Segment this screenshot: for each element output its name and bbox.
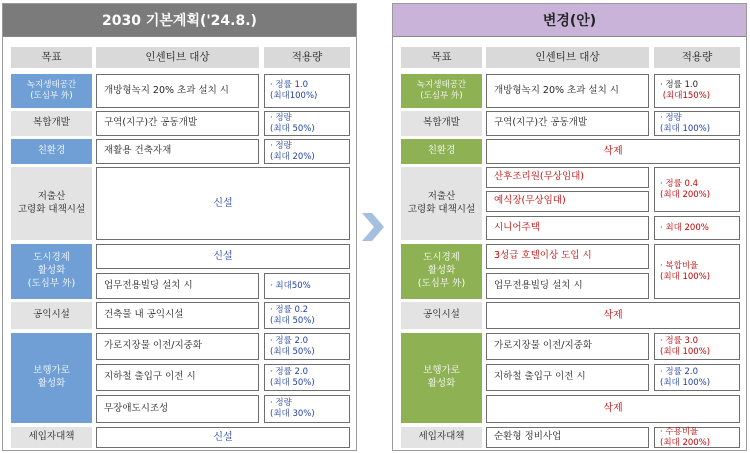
amount-open-green-rate: · 정률 1.0 — [660, 80, 699, 91]
goal-pedestrian-street: 보행가로 활성화 — [401, 333, 482, 423]
header-goal: 목표 — [401, 47, 482, 68]
goal-mixed-development: 복합개발 — [11, 111, 92, 136]
target-subway-entrance: 지하철 출입구 이전 시 — [486, 364, 649, 391]
amount-circular-redevelopment: · 수용비율 (최대 200%) — [654, 427, 740, 448]
amount-open-green-max: (최대150%) — [660, 91, 711, 101]
low-birth-aging-new-label: 신설 — [96, 167, 350, 240]
amount-open-green: · 정률 1.0 (최대100%) — [264, 74, 350, 108]
revised-plan-panel — [392, 3, 747, 451]
current-plan-panel — [2, 3, 357, 451]
amount-public-facilities: · 정률 0.2 (최대 50%) — [264, 302, 350, 329]
revised-plan-title: 변경(안) — [393, 4, 746, 37]
tenant-measures-new-label: 신설 — [96, 427, 350, 448]
target-office-building: 업무전용빌딩 설치 시 — [96, 273, 259, 299]
target-public-facilities: 건축물 내 공익시설 — [96, 302, 259, 329]
amount-recycled-materials: · 정량 (최대 20%) — [264, 139, 350, 164]
goal-tenant-measures: 세입자대책 — [11, 427, 92, 448]
goal-green-space: 녹지생태공간 (도심부 外) — [11, 74, 92, 108]
target-joint-development: 구역(지구)간 공동개발 — [486, 111, 649, 136]
barrier-free-deleted-label: 삭제 — [486, 395, 740, 423]
header-amount: 적용량 — [654, 47, 740, 68]
amount-joint-development: · 정량 (최대 100%) — [654, 111, 740, 136]
amount-senior-housing: · 최대 200% — [654, 216, 740, 240]
eco-friendly-deleted-label: 삭제 — [486, 139, 740, 164]
public-facilities-deleted-label: 삭제 — [486, 302, 740, 329]
header-target: 인센티브 대상 — [96, 47, 259, 68]
target-postpartum-center: 산후조리원(무상임대) — [486, 167, 649, 188]
target-recycled-materials: 재활용 건축자재 — [96, 139, 259, 164]
target-hotel: 3성급 호텔이상 도입 시 — [486, 244, 649, 269]
goal-public-facilities: 공익시설 — [401, 302, 482, 329]
goal-urban-economy: 도시경제 활성화 (도심부 外) — [401, 244, 482, 299]
amount-subway-entrance: · 정률 2.0 (최대 50%) — [264, 364, 350, 391]
amount-childcare-facilities: · 정률 0.4 (최대 200%) — [654, 167, 740, 212]
goal-tenant-measures: 세입자대책 — [401, 427, 482, 448]
urban-economy-new-label: 신설 — [96, 244, 350, 269]
target-circular-redevelopment: 순환형 정비사업 — [486, 427, 649, 448]
amount-joint-development: · 정량 (최대 50%) — [264, 111, 350, 136]
goal-low-birth-aging: 저출산 고령화 대책시설 — [401, 167, 482, 240]
target-open-green: 개방형녹지 20% 초과 설치 시 — [96, 74, 259, 108]
goal-pedestrian-street: 보행가로 활성화 — [11, 333, 92, 423]
goal-low-birth-aging: 저출산 고령화 대책시설 — [11, 167, 92, 240]
amount-barrier-free: · 정량 (최대 30%) — [264, 395, 350, 423]
amount-street-obstacles: · 정률 3.0 (최대 100%) — [654, 333, 740, 360]
target-barrier-free: 무장애도시조성 — [96, 395, 259, 423]
target-senior-housing: 시니어주택 — [486, 216, 649, 240]
target-joint-development: 구역(지구)간 공동개발 — [96, 111, 259, 136]
target-street-obstacles: 가로지장물 이전/지중화 — [96, 333, 259, 360]
amount-office-building: · 최대50% — [264, 273, 350, 299]
amount-urban-economy: · 복합비율 (최대 100%) — [654, 244, 740, 299]
right-chevron-arrow-icon — [362, 213, 384, 241]
target-subway-entrance: 지하철 출입구 이전 시 — [96, 364, 259, 391]
amount-subway-entrance: · 정률 2.0 (최대 100%) — [654, 364, 740, 391]
target-office-building: 업무전용빌딩 설치 시 — [486, 273, 649, 299]
amount-street-obstacles: · 정률 2.0 (최대 50%) — [264, 333, 350, 360]
goal-eco-friendly: 친환경 — [11, 139, 92, 164]
goal-public-facilities: 공익시설 — [11, 302, 92, 329]
header-goal: 목표 — [11, 47, 92, 68]
target-wedding-hall: 예식장(무상임대) — [486, 191, 649, 212]
goal-green-space: 녹지생태공간 (도심부 外) — [401, 74, 482, 108]
goal-urban-economy: 도시경제 활성화 (도심부 外) — [11, 244, 92, 299]
header-amount: 적용량 — [264, 47, 350, 68]
current-plan-title: 2030 기본계획('24.8.) — [3, 4, 356, 37]
amount-open-green — [654, 74, 740, 108]
target-open-green: 개방형녹지 20% 초과 설치 시 — [486, 74, 649, 108]
target-street-obstacles: 가로지장물 이전/지중화 — [486, 333, 649, 360]
header-target: 인센티브 대상 — [486, 47, 649, 68]
goal-mixed-development: 복합개발 — [401, 111, 482, 136]
goal-eco-friendly: 친환경 — [401, 139, 482, 164]
